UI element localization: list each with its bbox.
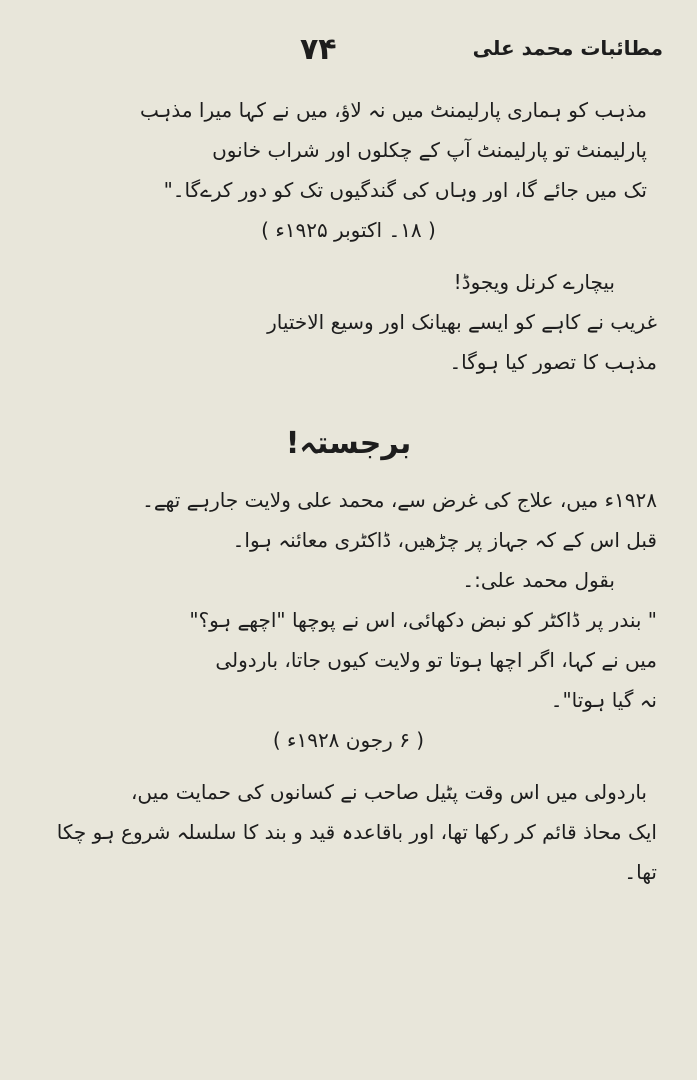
quote-line: نہ گیا ہوتا"۔	[550, 688, 657, 712]
running-title: مطائبات محمد علی	[472, 36, 663, 60]
page-header	[0, 28, 697, 72]
quote-line: " بندر پر ڈاکٹر کو نبض دکھائی، اس نے پوچھا "اچھے ہو؟"	[189, 608, 657, 632]
page-body	[40, 90, 657, 892]
page-number: ۷۴	[300, 32, 337, 67]
comment-line: بیچارے کرنل ویجوڈ!	[453, 270, 615, 294]
paragraph-line: باردولی میں اس وقت پٹیل صاحب نے کسانوں کی حمایت میں،	[130, 780, 647, 804]
paragraph-line: بقول محمد علی:۔	[462, 568, 615, 592]
quote-line: میں نے کہا، اگر اچھا ہوتا تو ولایت کیوں جاتا، باردولی	[215, 648, 657, 672]
paragraph-line: تک میں جائے گا، اور وہاں کی گندگیوں تک کو دور کرےگا۔"	[163, 178, 647, 202]
paragraph-line: ۱۹۲۸ء میں، علاج کی غرض سے، محمد علی ولایت جارہے تھے۔	[142, 488, 657, 512]
comment-line: مذہب کا تصور کیا ہوگا۔	[449, 350, 657, 374]
date-note: ( ۶ رجون ۱۹۲۸ء )	[272, 728, 425, 752]
section-heading: برجستہ!	[285, 426, 412, 461]
paragraph-line: ایک محاذ قائم کر رکھا تھا، اور باقاعدہ قید و بند کا سلسلہ شروع ہو چکا	[56, 820, 657, 844]
comment-line: غریب نے کاہے کو ایسے بھیانک اور وسیع الاختیار	[267, 310, 657, 334]
paragraph-line: قبل اس کے کہ جہاز پر چڑھیں، ڈاکٹری معائنہ ہوا۔	[232, 528, 657, 552]
paragraph-line: مذہب کو ہماری پارلیمنٹ میں نہ لاؤ، میں نے کہا میرا مذہب	[139, 98, 647, 122]
paragraph-line: تھا۔	[624, 860, 657, 884]
date-note: ( ۱۸۔ اکتوبر ۱۹۲۵ء )	[261, 218, 436, 242]
paragraph-line: پارلیمنٹ تو پارلیمنٹ آپ کے چکلوں اور شراب خانوں	[212, 138, 647, 162]
